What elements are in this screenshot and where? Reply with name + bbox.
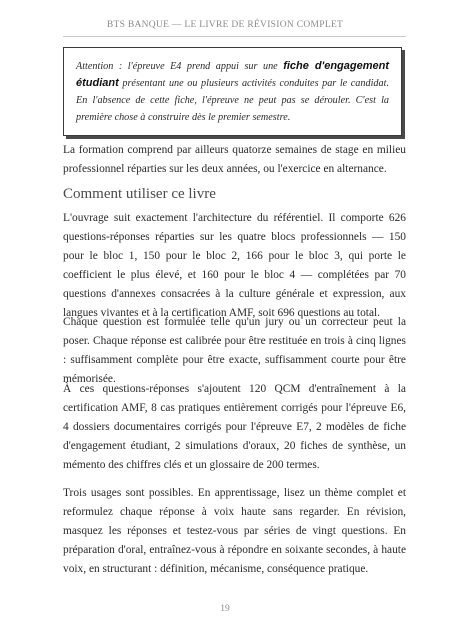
section-heading: Comment utiliser ce livre: [63, 186, 216, 202]
running-header: BTS BANQUE — LE LIVRE DE RÉVISION COMPLET: [106, 20, 344, 30]
paragraph-usages: Trois usages sont possibles. En apprentissage, lisez un thème complet et reformulez chaque réponse à voix haute sans regarder. En révision, masquez les réponses et testez-vous par séries de vingt questions. En préparation d'oral, entraînez-vous à répondre en soixante secondes, à haute voix, en structurant : définition, mécanisme, conséquence pratique.: [63, 487, 406, 575]
paragraph-questions: Chaque question est formulée telle qu'un jury ou un correcteur peut la poser. Chaque réponse est calibrée pour être restituée en trois à cinq lignes : suffisamment complète pour être exacte, suffisamment courte pour être mémorisée.: [63, 316, 406, 385]
page-number: 19: [220, 604, 230, 614]
header-divider: [63, 36, 406, 37]
callout-rest: présentant une ou plusieurs activités conduites par le candidat. En l'absence de cette fiche, l'épreuve ne peut pas se dérouler. C'est la première chose à construire dès le premier semestre.: [76, 78, 389, 123]
paragraph-structure: L'ouvrage suit exactement l'architecture du référentiel. Il comporte 626 questions-réponses réparties sur les quatre blocs professionnels — 150 pour le bloc 1, 150 pour le bloc 2, 166 pour le bloc 3, qui porte le coefficient le plus élevé, et 160 pour le bloc 4 — complétées par 70 questions d'annexes consacrées à la culture générale et expression, aux langues vivantes et à la certification AMF, soit 696 questions au total.: [63, 212, 406, 319]
attention-callout: [63, 47, 402, 136]
callout-lead: Attention : l'épreuve E4 prend appui sur une: [76, 61, 284, 72]
intro-paragraph: La formation comprend par ailleurs quatorze semaines de stage en milieu professionnel réparties sur les deux années, ou l'exercice en alternance.: [63, 144, 406, 175]
callout-emphasis: fiche d'engagement étudiant: [76, 60, 389, 89]
paragraph-extras: À ces questions-réponses s'ajoutent 120 QCM d'entraînement à la certification AMF, 8 cas pratiques entièrement corrigés pour l'épreuve E6, 4 dossiers documentaires corrigés pour l'épreuve E7, 2 modèles de fiche d'engagement étudiant, 2 simulations d'oraux, 20 fiches de synthèse, un mémento des chiffres clés et un glossaire de 200 termes.: [63, 383, 406, 471]
